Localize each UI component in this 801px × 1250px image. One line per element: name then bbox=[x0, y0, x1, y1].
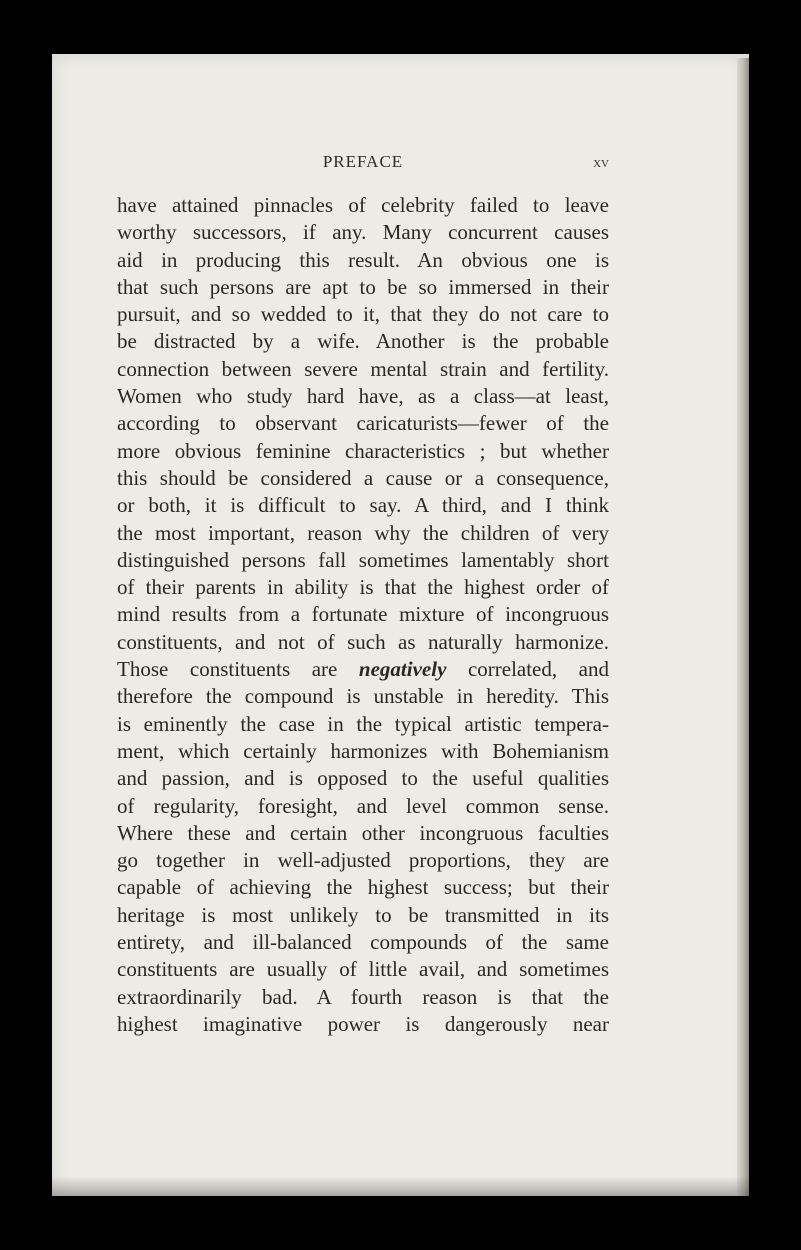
text-line: ment, which certainly harmonizes with Bohemianism bbox=[117, 738, 609, 763]
emphasized-word: negatively bbox=[358, 657, 447, 682]
page-edge bbox=[737, 58, 749, 1196]
text-line: heritage is most unlikely to be transmitted in its bbox=[117, 902, 609, 927]
text-line: Where these and certain other incongruous faculties bbox=[117, 820, 609, 845]
text-line: of regularity, foresight, and level common sense. bbox=[117, 793, 609, 818]
header-title: PREFACE bbox=[322, 152, 404, 171]
text-line: have attained pinnacles of celebrity failed to leave bbox=[117, 193, 609, 217]
page-number: xv bbox=[593, 155, 609, 171]
text-line: highest imaginative power is dangerously near bbox=[117, 1011, 609, 1036]
text-line-with-emphasis bbox=[117, 656, 609, 683]
text-line: capable of achieving the highest success; but their bbox=[117, 875, 609, 900]
text-line: pursuit, and so wedded to it, that they do not care to bbox=[117, 302, 609, 327]
body-text bbox=[117, 192, 609, 1038]
text-segment: Those constituents are bbox=[117, 657, 338, 682]
text-line: mind results from a fortunate mixture of incongruous bbox=[117, 602, 609, 627]
text-line: more obvious feminine characteristics ; but whether bbox=[117, 438, 609, 463]
text-line: connection between severe mental strain and fertility. bbox=[117, 356, 609, 381]
text-line: the most important, reason why the children of very bbox=[117, 520, 609, 545]
text-line: worthy successors, if any. Many concurrent causes bbox=[117, 220, 609, 245]
text-line: constituents are usually of little avail, and sometimes bbox=[117, 957, 609, 982]
text-line: of their parents in ability is that the highest order of bbox=[117, 575, 609, 600]
text-line: be distracted by a wife. Another is the probable bbox=[117, 329, 609, 354]
text-line: therefore the compound is unstable in heredity. This bbox=[117, 684, 609, 709]
text-line: go together in well-adjusted proportions, they are bbox=[117, 848, 609, 873]
text-line: Women who study hard have, as a class—at least, bbox=[117, 384, 609, 409]
text-line: distinguished persons fall sometimes lamentably short bbox=[117, 547, 609, 572]
text-line: is eminently the case in the typical artistic tempera- bbox=[117, 711, 609, 736]
page-shadow bbox=[52, 1176, 749, 1196]
text-line: constituents, and not of such as naturally harmonize. bbox=[117, 629, 609, 654]
text-segment: correlated, and bbox=[467, 657, 609, 682]
running-head bbox=[117, 152, 609, 176]
text-line: aid in producing this result. An obvious one is bbox=[117, 247, 609, 272]
text-line: entirety, and ill-balanced compounds of the same bbox=[117, 930, 609, 955]
text-line: extraordinarily bad. A fourth reason is that the bbox=[117, 984, 609, 1009]
text-line: or both, it is difficult to say. A third, and I think bbox=[117, 493, 609, 518]
text-line: and passion, and is opposed to the useful qualities bbox=[117, 766, 609, 791]
text-line: this should be considered a cause or a consequence, bbox=[117, 465, 609, 490]
text-line: according to observant caricaturists—fewer of the bbox=[117, 411, 609, 436]
text-line: that such persons are apt to be so immersed in their bbox=[117, 274, 609, 299]
